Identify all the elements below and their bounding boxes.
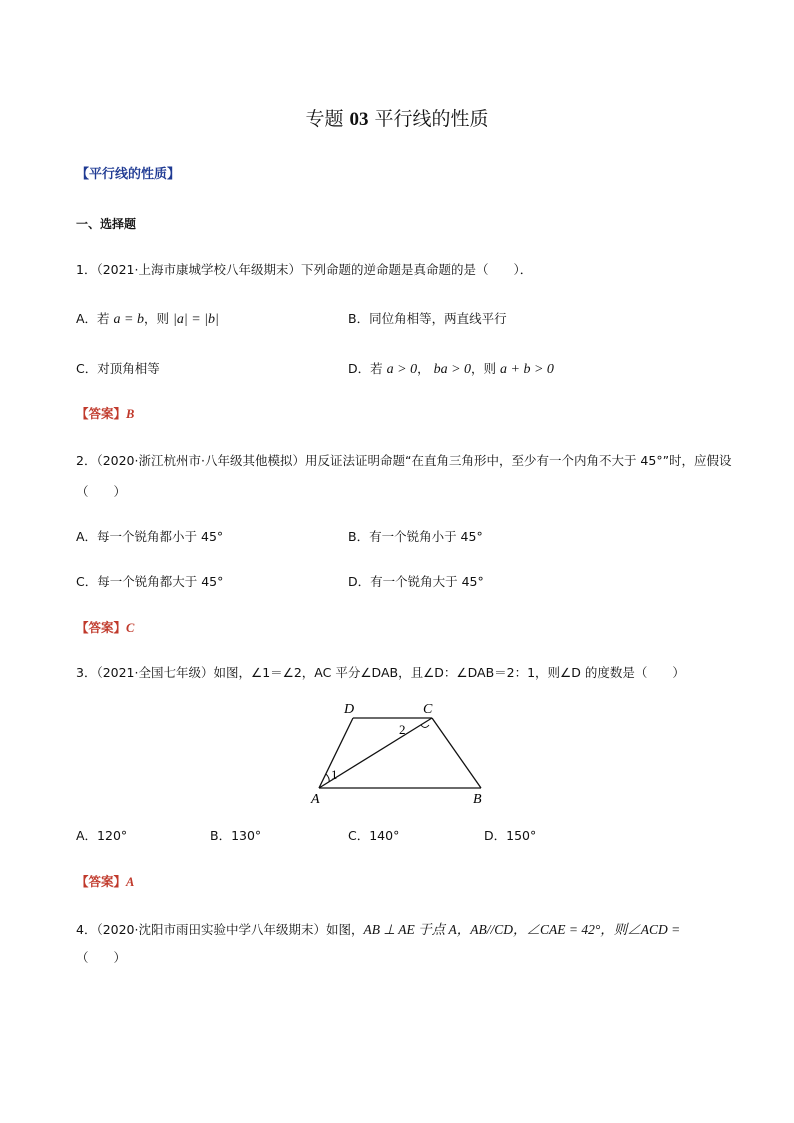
part-heading: 一、选择题 — [76, 217, 137, 231]
title-number: 03 — [349, 109, 369, 130]
vertex-b-label: B — [473, 792, 482, 807]
question-4-stem: 4．（2020·沈阳市雨田实验中学八年级期末）如图，AB ⊥ AE 于点 A，AB//CD，∠CAE = 42°，则∠ACD = — [76, 922, 681, 937]
question-3-option-c: C．140° — [348, 828, 400, 843]
segment-cb — [432, 718, 481, 788]
question-2-answer: 【答案】C — [76, 620, 135, 635]
question-1-answer: 【答案】B — [76, 406, 135, 421]
question-2-stem-line2: （ ） — [76, 484, 127, 499]
question-3-option-b: B．130° — [210, 828, 262, 843]
angle-2-label: 2 — [399, 722, 406, 737]
question-1-option-b: B．同位角相等，两直线平行 — [348, 311, 507, 326]
question-1-option-a: A．若 a = b，则 |a| = |b| — [76, 311, 219, 327]
question-3-stem: 3．（2021·全国七年级）如图，∠1＝∠2，AC 平分∠DAB，且∠D：∠DAB＝2：1，则∠D 的度数是（ ） — [76, 665, 685, 680]
question-4-stem-line2: （ ） — [76, 950, 127, 965]
title-main: 专题 — [305, 108, 344, 130]
angle-2-arc — [421, 725, 429, 728]
vertex-c-label: C — [423, 702, 433, 717]
vertex-d-label: D — [344, 702, 355, 717]
question-3-option-a: A．120° — [76, 828, 128, 843]
question-2-option-b: B．有一个锐角小于 45° — [348, 529, 483, 544]
angle-1-label: 1 — [331, 767, 338, 782]
vertex-a-label: A — [311, 792, 320, 807]
page-title — [0, 104, 794, 131]
question-2-option-c: C．每一个锐角都大于 45° — [76, 574, 224, 589]
trapezoid-figure — [308, 700, 498, 810]
question-1-option-d: D．若 a > 0， ba > 0，则 a + b > 0 — [348, 361, 554, 377]
title-rest: 平行线的性质 — [374, 108, 489, 130]
section-heading: 【平行线的性质】 — [76, 167, 181, 182]
angle-1-arc — [326, 774, 329, 782]
question-3-answer: 【答案】A — [76, 874, 135, 889]
question-3-option-d: D．150° — [484, 828, 537, 843]
question-2-option-a: A．每一个锐角都小于 45° — [76, 529, 224, 544]
question-1-option-c: C．对顶角相等 — [76, 361, 160, 376]
question-1-stem: 1．（2021·上海市康城学校八年级期末）下列命题的逆命题是真命题的是（ ）． — [76, 262, 533, 277]
question-2-option-d: D．有一个锐角大于 45° — [348, 574, 484, 589]
question-2-stem: 2．（2020·浙江杭州市·八年级其他模拟）用反证法证明命题“在直角三角形中，至少有一个内角不大于 45°”时，应假设 — [76, 453, 732, 468]
